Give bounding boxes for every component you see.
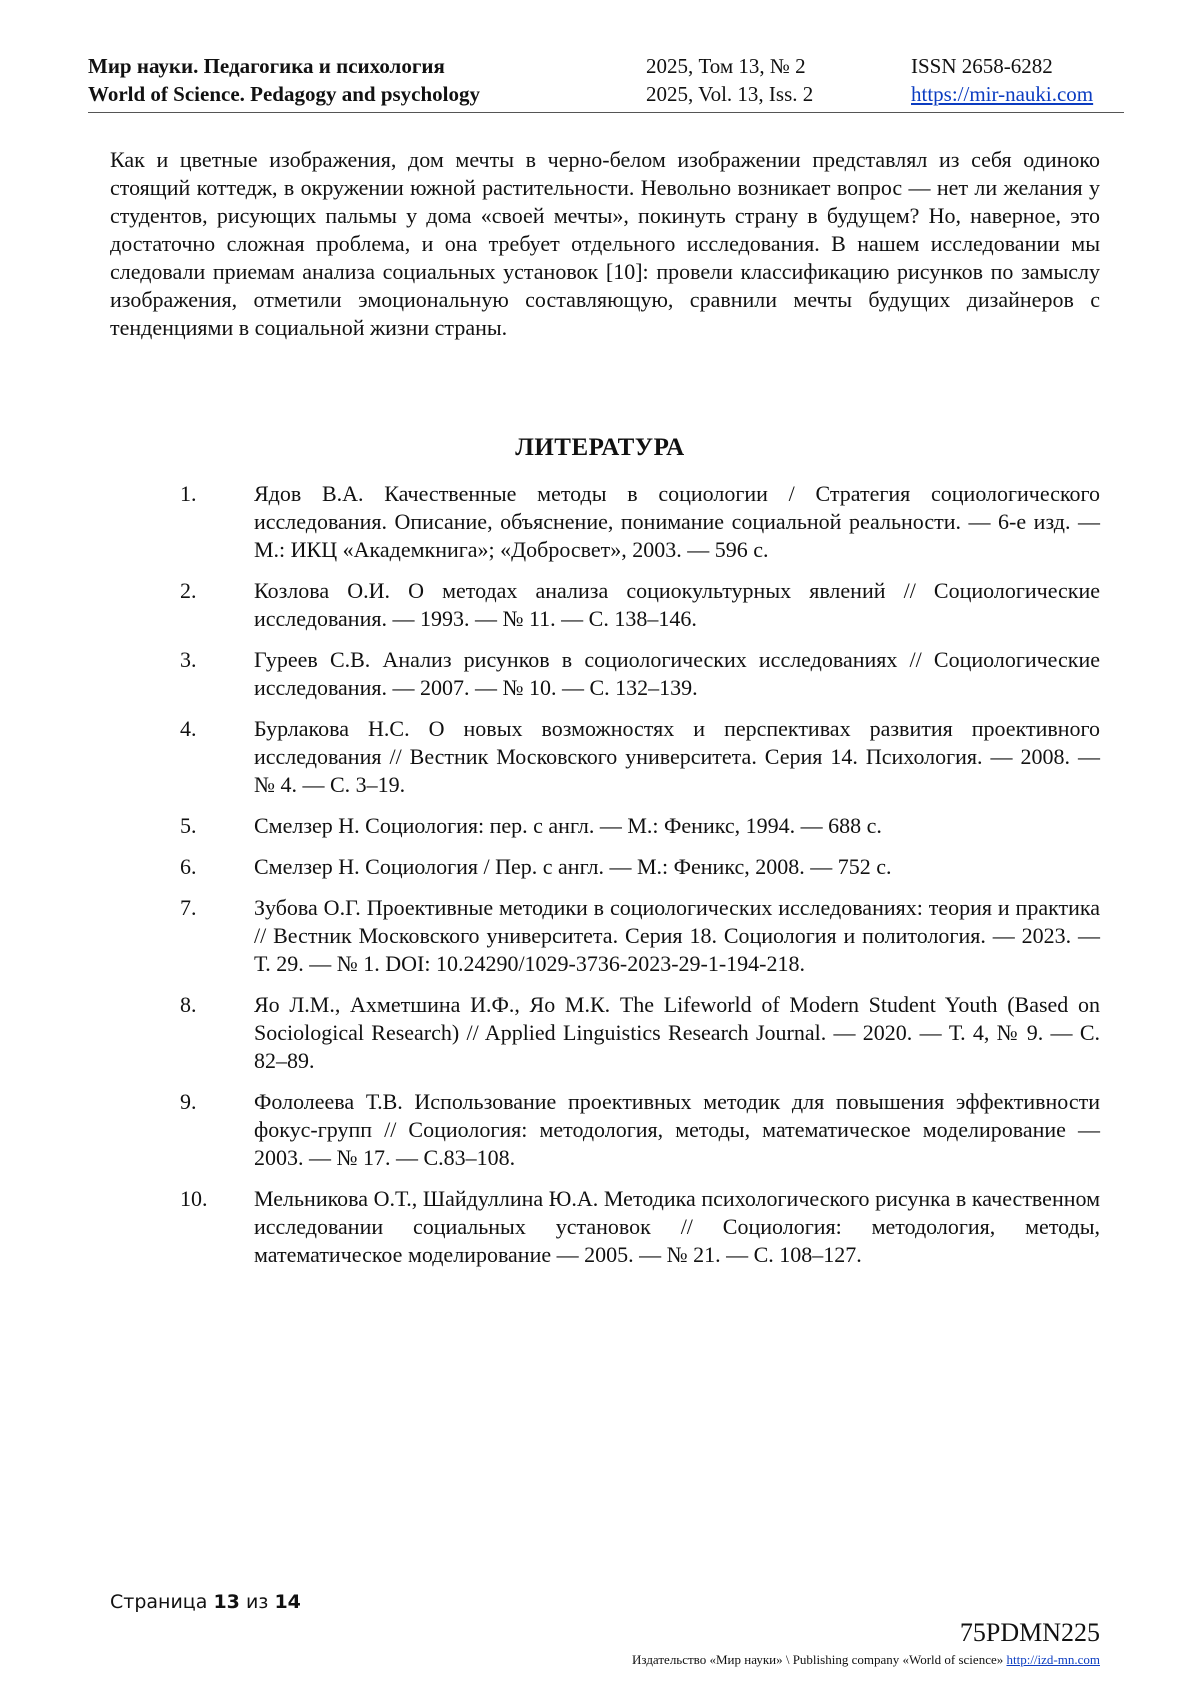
reference-item <box>180 991 1100 1075</box>
page-total: 14 <box>274 1591 301 1613</box>
running-header <box>88 52 1124 112</box>
publisher-link[interactable]: http://izd-mn.com <box>1006 1652 1100 1667</box>
reference-number: 5. <box>180 813 197 838</box>
reference-text: Козлова О.И. О методах анализа социокультурных явлений // Социологические исследования. — 1993. — № 11. — С. 138–146. <box>254 578 1100 631</box>
reference-item <box>180 480 1100 564</box>
reference-item <box>180 646 1100 702</box>
publisher-line <box>632 1652 1100 1668</box>
reference-number: 9. <box>180 1089 197 1114</box>
issn: ISSN 2658-6282 <box>911 54 1053 78</box>
reference-item <box>180 812 1100 840</box>
reference-text: Смелзер Н. Социология / Пер. с англ. — М.: Феникс, 2008. — 752 с. <box>254 854 892 879</box>
page-current: 13 <box>213 1591 240 1613</box>
journal-title-en: World of Science. Pedagogy and psychology <box>88 82 481 106</box>
reference-text: Яо Л.М., Ахметшина И.Ф., Яо М.К. The Lifeworld of Modern Student Youth (Based on Sociological Research) // Applied Linguistics Research Journal. — 2020. — Т. 4, № 9. — С. 82–89. <box>254 992 1100 1073</box>
reference-number: 4. <box>180 716 197 741</box>
reference-item <box>180 1088 1100 1172</box>
references-heading: ЛИТЕРАТУРА <box>515 434 685 461</box>
article-code: 75PDMN225 <box>959 1618 1100 1647</box>
journal-website-link[interactable]: https://mir-nauki.com <box>911 82 1094 106</box>
issue-block <box>646 52 813 108</box>
reference-text: Зубова О.Г. Проективные методики в социологических исследованиях: теория и практика // Вестник Московского университета. Серия 18. Социология и политология. — 2023. — Т. 29. — № 1. DOI: 10.24290/1029-3736-2023-29-1-194-218. <box>254 895 1100 976</box>
journal-title-block <box>88 52 480 108</box>
header-divider <box>88 112 1124 113</box>
reference-number: 1. <box>180 481 197 506</box>
reference-number: 6. <box>180 854 197 879</box>
reference-text: Фололеева Т.В. Использование проективных методик для повышения эффективности фокус-групп // Социология: методология, методы, математическое моделирование — 2003. — № 17. — С.83–108. <box>254 1089 1100 1170</box>
reference-text: Мельникова О.Т., Шайдуллина Ю.А. Методика психологического рисунка в качественном исследовании социальных установок // Социология: методология, методы, математическое моделирование — 2005. — № 21. — С. 108–127. <box>254 1186 1100 1267</box>
references-list <box>180 480 1100 1282</box>
page-label: Страница <box>110 1591 208 1613</box>
reference-number: 8. <box>180 992 197 1017</box>
reference-number: 7. <box>180 895 197 920</box>
reference-number: 2. <box>180 578 197 603</box>
journal-title-ru: Мир науки. Педагогика и психология <box>88 54 445 78</box>
reference-text: Ядов В.А. Качественные методы в социологии / Стратегия социологического исследования. Описание, объяснение, понимание социальной реальности. — 6-е изд. — М.: ИКЦ «Академкнига»; «Добросвет», 2003. — 596 с. <box>254 481 1100 562</box>
reference-item <box>180 1185 1100 1269</box>
issue-ru: 2025, Том 13, № 2 <box>646 54 806 78</box>
reference-item <box>180 715 1100 799</box>
page-counter <box>110 1590 301 1614</box>
reference-item <box>180 577 1100 633</box>
reference-number: 3. <box>180 647 197 672</box>
issn-block <box>911 52 1093 108</box>
reference-text: Гуреев С.В. Анализ рисунков в социологических исследованиях // Социологические исследования. — 2007. — № 10. — С. 132–139. <box>254 647 1100 700</box>
issue-en: 2025, Vol. 13, Iss. 2 <box>646 82 814 106</box>
publisher-text: Издательство «Мир науки» \ Publishing company «World of science» <box>632 1652 1004 1667</box>
reference-item <box>180 853 1100 881</box>
page-separator: из <box>245 1591 269 1613</box>
reference-text: Бурлакова Н.С. О новых возможностях и перспективах развития проективного исследования // Вестник Московского университета. Серия 14. Психология. — 2008. — № 4. — С. 3–19. <box>254 716 1100 797</box>
reference-text: Смелзер Н. Социология: пер. с англ. — М.: Феникс, 1994. — 688 с. <box>254 813 882 838</box>
reference-item <box>180 894 1100 978</box>
reference-number: 10. <box>180 1186 208 1211</box>
body-paragraph: Как и цветные изображения, дом мечты в черно-белом изображении представлял из себя одиноко стоящий коттедж, в окружении южной растительности. Невольно возникает вопрос — нет ли желания у студентов, рисующих пальмы у дома «своей мечты», покинуть страну в будущем? Но, наверное, это достаточно сложная проблема, и она требует отдельного исследования. В нашем исследовании мы следовали приемам анализа социальных установок [10]: провели классификацию рисунков по замыслу изображения, отметили эмоциональную составляющую, сравнили мечты будущих дизайнеров с тенденциями в социальной жизни страны. <box>110 147 1100 340</box>
